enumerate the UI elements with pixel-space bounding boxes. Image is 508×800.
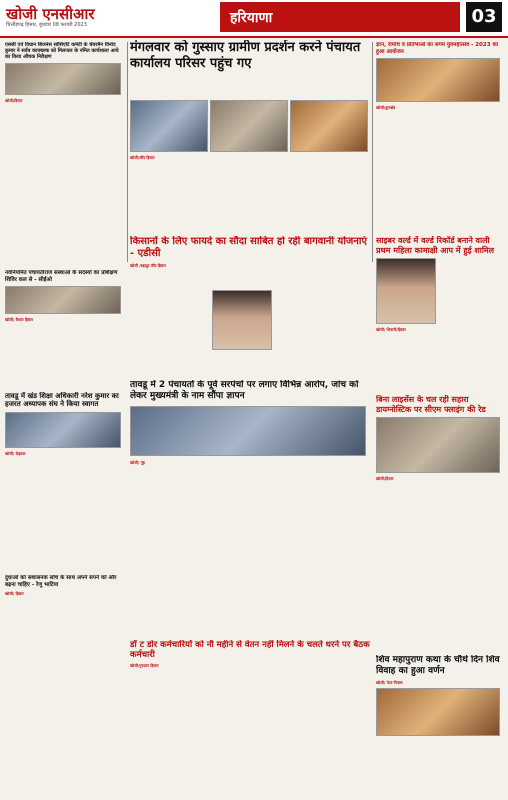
story-byline: खोजी/गुरुग्राम हिसार [130,663,159,669]
story-headline: तावडू में खंड शिक्षा अधिकारी नरेश कुमार का हजरत अध्यापक संघ ने किया स्वागत [5,392,119,409]
story-lead [130,40,370,100]
story-left-mid [5,270,125,340]
story-headline: शिव महापुराण कथा के चौथे दिन शिव विवाह का हुआ वर्णन [376,655,500,676]
story-left-low [5,575,125,795]
story-salary [130,640,370,795]
column-divider [127,42,128,262]
story-headline: बिना लाइसेंस के चल रही सहारा डायग्नोस्टिक पर सीएम फ्लाइंग की रेड [376,395,486,414]
story-photo [376,258,436,324]
story-headline: डॉ ट डोर कर्मचारियों को नौ महीने से वेतन नहीं मिलने के चलते धरने पर बैठक कर्मचारी [130,640,370,661]
story-cyber [376,236,504,386]
story-byline: खोजी/ नूंह [130,459,145,465]
story-photo [5,286,121,314]
lead-photo-3 [290,100,368,152]
story-photo [376,417,500,473]
lead-headline: मंगलवार को गुस्साए ग्रामीण प्रदर्शन करने पंचायत कार्यालय परिसर पहुंच गए [130,40,361,71]
story-byline: खोजी/ भिवानी/हिसार [376,327,406,333]
story-headline: एससी एवं विधान बिजनेस सोसिएटि कमेटी के चेयरमैन विनोद कुमार ने सर्वत्र कायबल्क को मिलजल के नमित कार्यशाला आये का किया औचक निरीक्षण [5,42,119,60]
story-headline: दुधाओं को सशासनक सोच के साथ अपने सपने को और बढ़ना चाहिए - रेणु भाटिया [5,575,117,588]
story-headline: किसानों के लिए फायदे का सौदा साबित हो रही बागवानी योजनाएं - एडीसी [130,236,368,259]
lead-byline: खोजी/जींद हिसार [130,155,155,160]
story-byline: खोजी/ कैथल हिसार [5,317,33,323]
story-tavdu [130,380,370,530]
story-headline: तावडू में 2 पंचायतों के पूर्व सरपंचों पर लगाए विभिन्न आरोप, जांच को लेकर मुख्यमंत्री के नाम सौंपा ज्ञापन [130,380,359,401]
story-byline: खोजी/कुरुक्षेत्र [376,105,396,111]
masthead [0,0,508,38]
lead-photo-2 [210,100,288,152]
story-byline: खोजी/ हिसार [5,591,24,597]
story-headline: साइबर वर्ल्ड में वर्ल्ड रिकॉर्ड बनाने वाली प्रथम महिला कामाक्षी आप में हुई शामिल [376,236,495,255]
story-headline: नवनियमित पंचायतीराज संस्थाओं के सदस्यों का प्रशिक्षण शिविर कल से - सीईओ [5,270,118,283]
story-photo [130,406,366,456]
story-byline: खोजी /बहादुर जींद हिसार [130,263,166,268]
column-divider [372,42,373,262]
story-byline: खोजी/ रोहतक [5,450,26,456]
newspaper-logo: खोजी एनसीआर [6,5,95,23]
story-photo [376,58,500,102]
story-photo [5,63,121,95]
section-banner: हरियाणा [220,2,460,32]
story-license [376,395,504,535]
story-byline: खोजी/ पेटर-निवास [376,679,403,685]
story-right-top [376,42,504,262]
story-left-mid2 [5,392,125,492]
kisan-portrait [212,290,272,350]
story-byline: खोजी/हिसार [376,476,394,482]
story-photo [376,688,500,736]
lead-photo-1 [130,100,208,152]
story-headline: ज्ञान, रोमांच व प्रतिभाओं का संगम युवमहोत्सव - 2023 का हुआ आयोजन [376,42,499,55]
story-photo [5,412,121,448]
dateline: चित्तौड़गढ़ हिसार, बुधवार 08 फरवरी 2023 [6,22,87,28]
story-shiv [376,655,504,795]
lead-body [130,155,370,235]
story-top-left [5,42,125,160]
page-number: 03 [466,2,502,32]
story-byline: खोजी/हिसार [5,98,23,103]
